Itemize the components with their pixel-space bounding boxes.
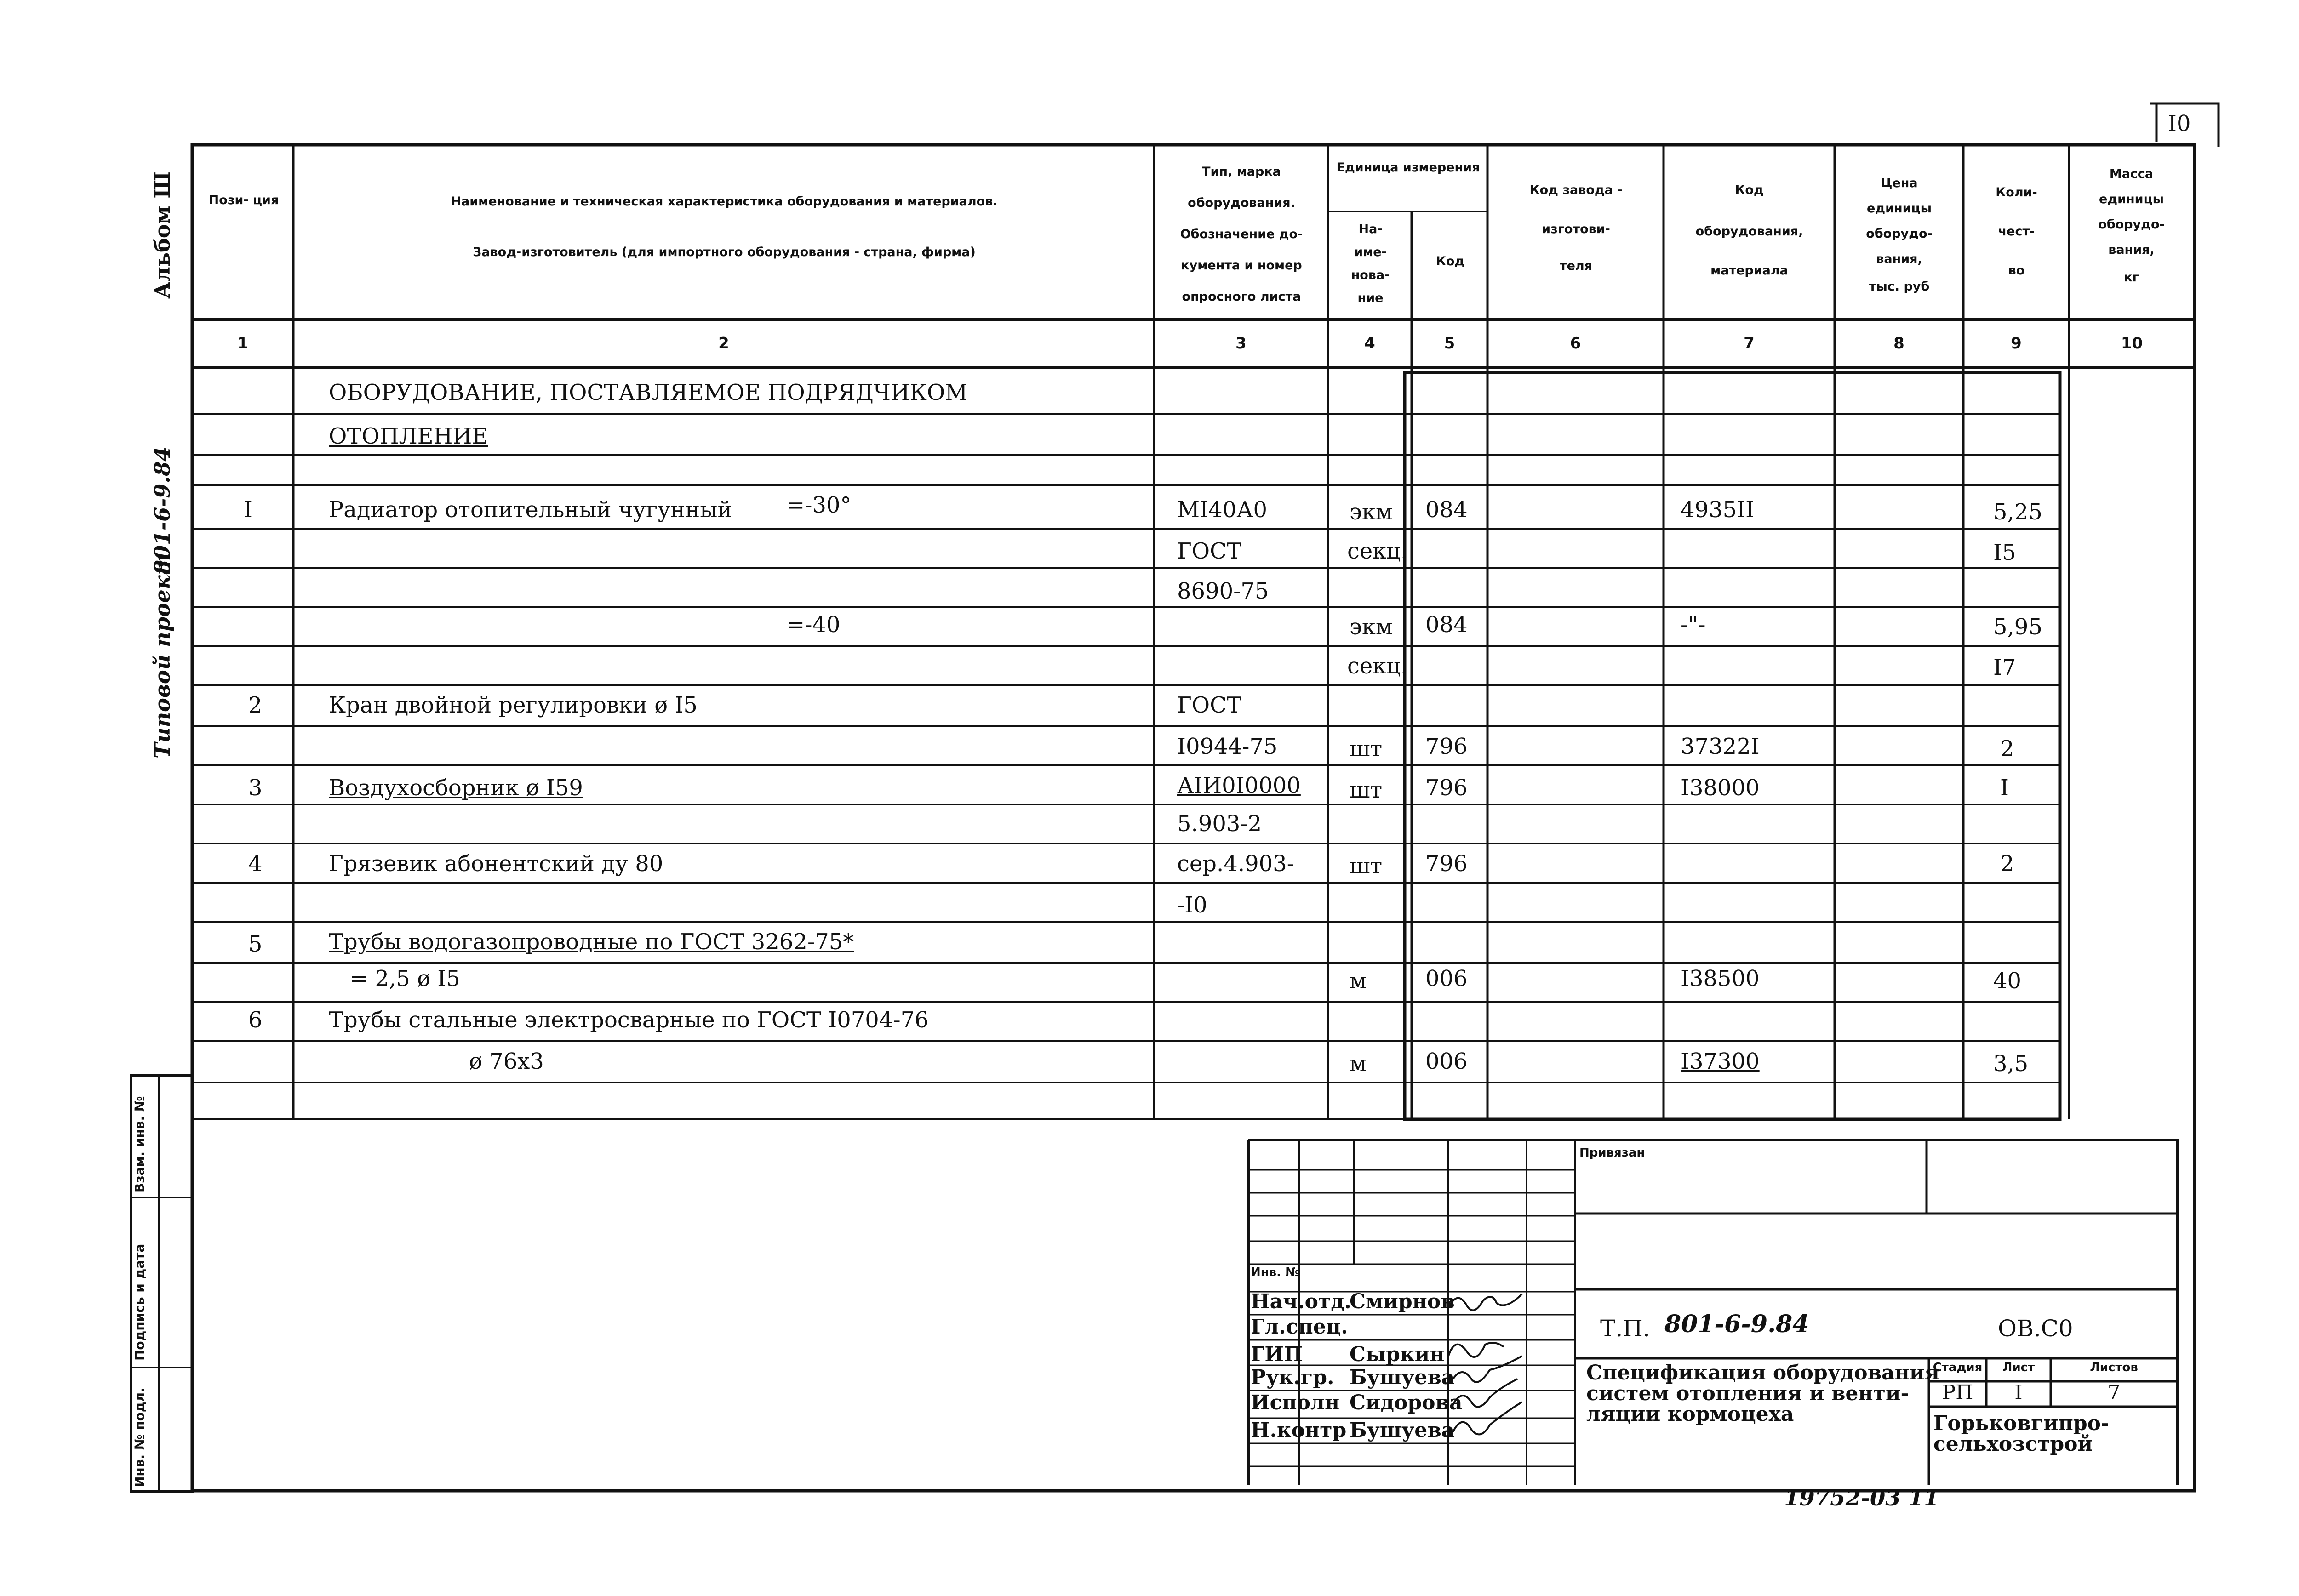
album-label: Альбом Ш	[150, 171, 175, 299]
inv-no-label: Инв. №	[1251, 1265, 1300, 1279]
header-name-line1: Наименование и техническая характеристика оборудования и материалов.	[451, 194, 998, 209]
section-heating: ОТОПЛЕНИЕ	[329, 423, 488, 449]
footer-handwritten: 19752-03 11	[1784, 1485, 1939, 1511]
doc-code: ОВ.С0	[1998, 1315, 2073, 1342]
inv-orig-label: Инв. № подл.	[132, 1387, 147, 1487]
header-unit-group: Единица измерения	[1336, 160, 1480, 175]
project-label: Типовой проект	[150, 553, 175, 758]
tp-number-handwritten: 801-6-9.84	[1664, 1310, 1809, 1338]
sign-date-label: Подпись и дата	[132, 1243, 147, 1361]
header-position-text: Пози- ция	[208, 193, 279, 207]
page-number: I0	[2168, 111, 2191, 137]
privyazan-label: Привязан	[1579, 1146, 1645, 1160]
header-name-line2: Завод-изготовитель (для импортного оборудования - страна, фирма)	[473, 245, 976, 259]
vzam-label: Взам. инв. №	[132, 1096, 147, 1193]
project-number-handwritten: 801-6-9.84	[150, 446, 175, 575]
header-unit-code: Код	[1435, 254, 1465, 268]
tp-label: Т.П.	[1600, 1315, 1650, 1342]
section-title: ОБОРУДОВАНИЕ, ПОСТАВЛЯЕМОЕ ПОДРЯДЧИКОМ	[329, 380, 968, 405]
